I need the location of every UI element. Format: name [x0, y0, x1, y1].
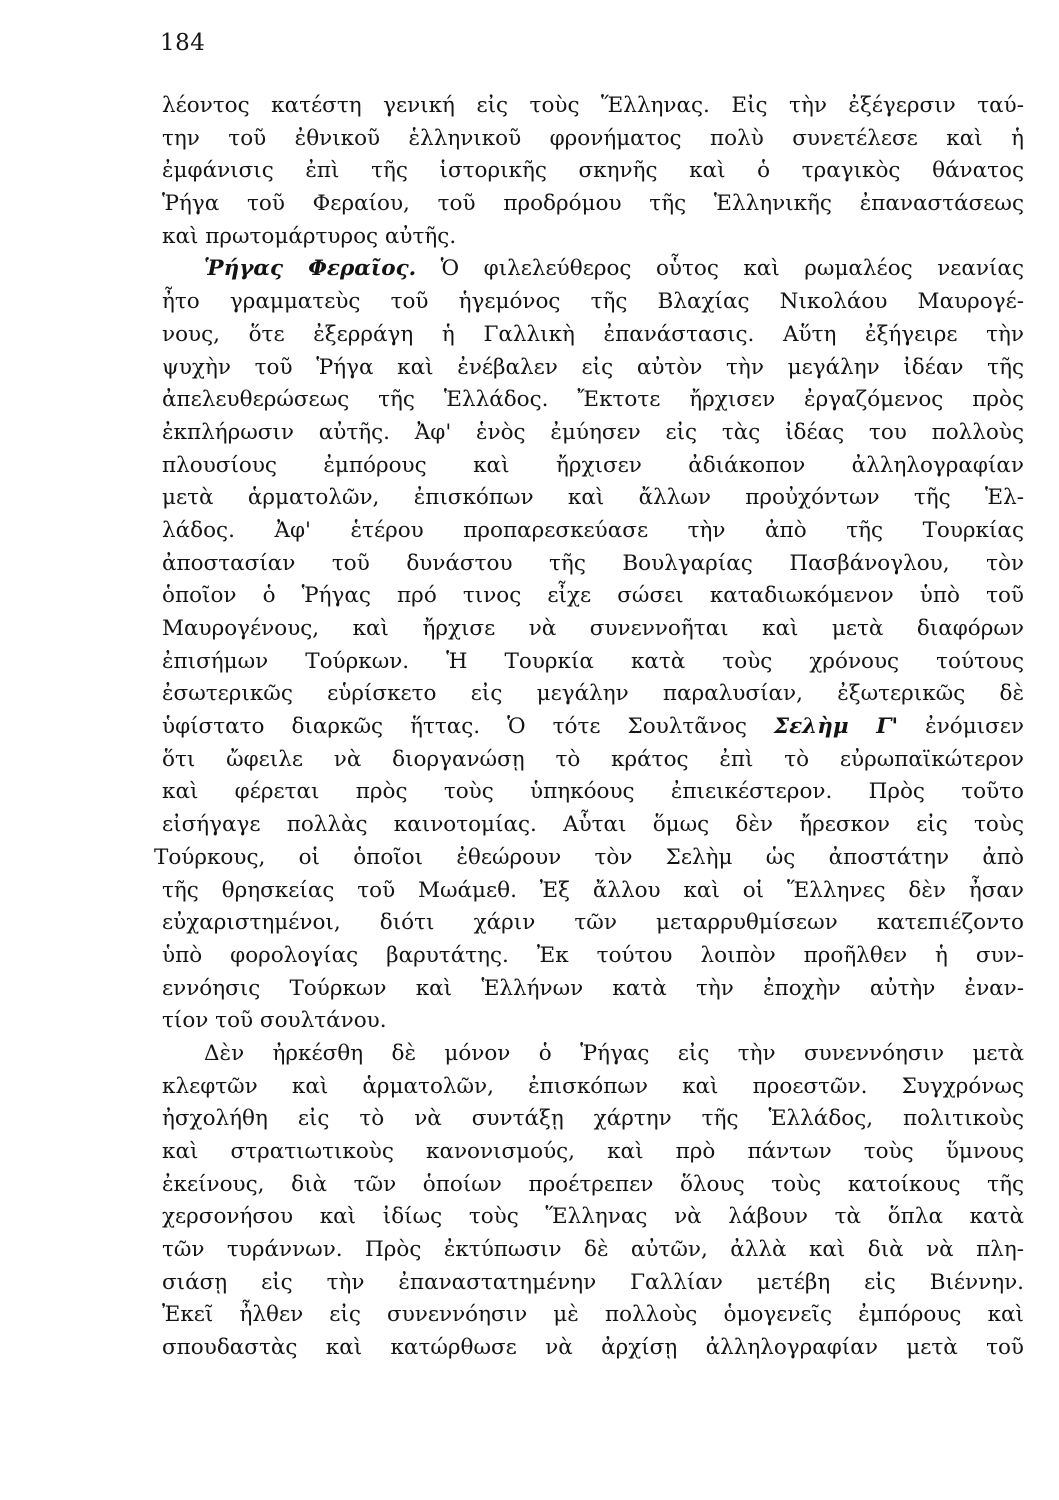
text-line: ὑπὸ φορολογίας βαρυτάτης. Ἐκ τούτου λοιπὸν προῆλθεν ἡ συν-: [162, 942, 1024, 968]
text-line: πλουσίους ἐμπόρους καὶ ἤρχισεν ἀδιάκοπον ἀλληλογραφίαν: [162, 452, 1024, 478]
body-text: [154, 90, 1024, 1365]
text-line: Ἐκεῖ ἦλθεν εἰς συνεννόησιν μὲ πολλοὺς ὁμογενεῖς ἐμπόρους καὶ: [162, 1302, 1024, 1328]
text-line: Δὲν ἠρκέσθη δὲ μόνον ὁ Ῥήγας εἰς τὴν συνεννόησιν μετὰ: [204, 1040, 1024, 1066]
text-line: σπουδαστὰς καὶ κατώρθωσε νὰ ἀρχίσῃ ἀλληλογραφίαν μετὰ τοῦ: [162, 1335, 1024, 1361]
text-line: καὶ πρωτομάρτυρος αὐτῆς.: [162, 223, 457, 249]
text-line: τῶν τυράννων. Πρὸς ἐκτύπωσιν δὲ αὐτῶν, ἀλλὰ καὶ διὰ νὰ πλη-: [162, 1237, 1024, 1263]
text-line: ἐπισήμων Τούρκων. Ἡ Τουρκία κατὰ τοὺς χρόνους τούτους: [162, 648, 1024, 674]
text-line: λέοντος κατέστη γενική εἰς τοὺς Ἕλληνας. Εἰς τὴν ἐξέγερσιν ταύ-: [162, 93, 1024, 118]
text-line: εννόησις Τούρκων καὶ Ἑλλήνων κατὰ τὴν ἐποχὴν αὐτὴν ἐναν-: [162, 975, 1024, 1001]
text-line: ἠσχολήθη εἰς τὸ νὰ συντάξῃ χάρτην τῆς Ἑλλάδος, πολιτικοὺς: [162, 1106, 1024, 1132]
text-line: ἀποστασίαν τοῦ δυνάστου τῆς Βουλγαρίας Πασβάνογλου, τὸν: [162, 550, 1024, 576]
text-line: μετὰ ἁρματολῶν, ἐπισκόπων καὶ ἄλλων προὐχόντων τῆς Ἑλ-: [162, 485, 1024, 511]
text-line: καὶ φέρεται πρὸς τοὺς ὑπηκόους ἐπιεικέστερον. Πρὸς τοῦτο: [162, 779, 1024, 805]
text-line: χερσονήσου καὶ ἰδίως τοὺς Ἕλληνας νὰ λάβουν τὰ ὅπλα κατὰ: [162, 1204, 1024, 1230]
text-line: εὐχαριστημένοι, διότι χάριν τῶν μεταρρυθμίσεων κατεπιέζοντο: [162, 910, 1024, 936]
text-line: λάδος. Ἀφ' ἑτέρου προπαρεσκεύασε τὴν ἀπὸ τῆς Τουρκίας: [162, 517, 1024, 543]
text-line: ὁποῖον ὁ Ῥήγας πρό τινος εἶχε σώσει καταδιωκόμενον ὑπὸ τοῦ: [162, 583, 1024, 609]
text-line: ὅτι ὤφειλε νὰ διοργανώσῃ τὸ κράτος ἐπὶ τὸ εὐρωπαϊκώτερον: [162, 746, 1024, 772]
text-line: Ῥήγα τοῦ Φεραίου, τοῦ προδρόμου τῆς Ἑλληνικῆς ἐπαναστάσεως: [162, 191, 1024, 217]
text-line: ψυχὴν τοῦ Ῥήγα καὶ ἐνέβαλεν εἰς αὐτὸν τὴν μεγάλην ἰδέαν τῆς: [162, 354, 1024, 380]
text-line: την τοῦ ἐθνικοῦ ἑλληνικοῦ φρονήματος πολὺ συνετέλεσε καὶ ἡ: [162, 125, 1024, 151]
text-line-part: ὑφίστατο διαρκῶς ἥττας. Ὁ τότε Σουλτᾶνος: [162, 714, 747, 740]
text-line: σιάσῃ εἰς τὴν ἐπαναστατημένην Γαλλίαν μετέβη εἰς Βιέννην.: [162, 1269, 1024, 1295]
text-line: ἀπελευθερώσεως τῆς Ἑλλάδος. Ἔκτοτε ἤρχισεν ἐργαζόμενος πρὸς: [162, 387, 1024, 413]
text-line: ἐμφάνισις ἐπὶ τῆς ἱστορικῆς σκηνῆς καὶ ὁ τραγικὸς θάνατος: [162, 158, 1024, 184]
text-line-with-name: [162, 711, 1024, 744]
page-number: 184: [160, 30, 206, 56]
text-line: Τούρκους, οἱ ὁποῖοι ἐθεώρουν τὸν Σελὴμ ὡς ἀποστάτην ἀπὸ: [154, 844, 1024, 870]
text-line: εἰσήγαγε πολλὰς καινοτομίας. Αὗται ὅμως δὲν ἤρεσκον εἰς τοὺς: [162, 812, 1024, 838]
text-line: ἐσωτερικῶς εὑρίσκετο εἰς μεγάλην παραλυσίαν, ἐξωτερικῶς δὲ: [162, 681, 1024, 707]
text-line: κλεφτῶν καὶ ἁρματολῶν, ἐπισκόπων καὶ προεστῶν. Συγχρόνως: [162, 1073, 1024, 1099]
text-line: τίον τοῦ σουλτάνου.: [162, 1008, 387, 1034]
text-line: ἦτο γραμματεὺς τοῦ ἡγεμόνος τῆς Βλαχίας Νικολάου Μαυρογέ-: [162, 289, 1024, 315]
text-line: Μαυρογένους, καὶ ἤρχισε νὰ συνεννοῆται καὶ μετὰ διαφόρων: [162, 616, 1024, 641]
sultan-name: Σελὴμ Γ': [773, 714, 899, 740]
text-line-part: Ὁ φιλελεύθερος οὗτος καὶ ρωμαλέος νεανίας: [440, 256, 1024, 282]
text-line: τῆς θρησκείας τοῦ Μωάμεθ. Ἐξ ἄλλου καὶ οἱ Ἕλληνες δὲν ἦσαν: [162, 877, 1024, 903]
text-line-part: ἐνόμισεν: [925, 714, 1024, 740]
paragraph-start-line: [162, 253, 1024, 286]
text-line: ἐκείνους, διὰ τῶν ὁποίων προέτρεπεν ὅλους τοὺς κατοίκους τῆς: [162, 1171, 1024, 1197]
section-heading-rigas: Ῥήγας Φεραῖος.: [204, 256, 417, 282]
text-line: νους, ὅτε ἐξερράγη ἡ Γαλλικὴ ἐπανάστασις. Αὕτη ἐξήγειρε τὴν: [162, 321, 1024, 347]
text-line: καὶ στρατιωτικοὺς κανονισμούς, καὶ πρὸ πάντων τοὺς ὕμνους: [162, 1139, 1024, 1164]
text-line: ἐκπλήρωσιν αὐτῆς. Ἀφ' ἑνὸς ἐμύησεν εἰς τὰς ἰδέας του πολλοὺς: [162, 419, 1024, 445]
